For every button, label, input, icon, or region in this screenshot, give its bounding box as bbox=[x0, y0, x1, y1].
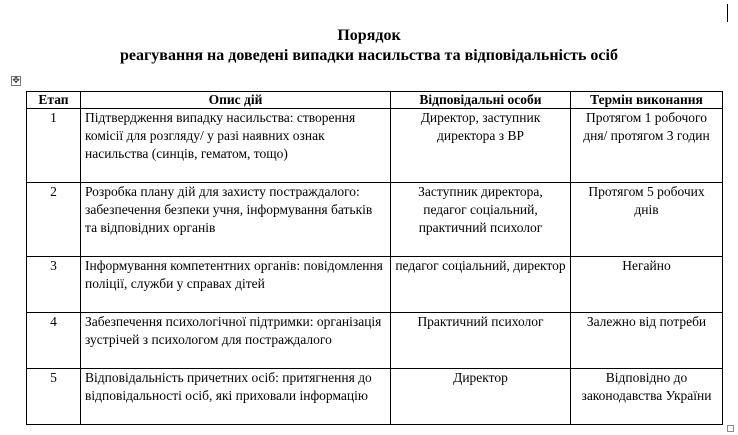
cell-responsible: Директор bbox=[391, 369, 571, 425]
cell-description: Інформування компетентних органів: повідомлення поліції, служби у справах дітей bbox=[81, 257, 391, 313]
table-resize-handle-icon[interactable] bbox=[727, 425, 734, 432]
header-stage: Етап bbox=[27, 92, 81, 109]
table-header-row bbox=[27, 92, 723, 109]
cell-stage: 3 bbox=[27, 257, 81, 313]
cell-stage: 1 bbox=[27, 109, 81, 183]
header-description: Опис дій bbox=[81, 92, 391, 109]
cell-stage: 5 bbox=[27, 369, 81, 425]
table-row bbox=[27, 313, 723, 369]
cell-stage: 4 bbox=[27, 313, 81, 369]
document-title bbox=[0, 26, 738, 66]
cell-description: Відповідальність причетних осіб: притягнення до відповідальності осіб, які приховали інформацію bbox=[81, 369, 391, 425]
table-row bbox=[27, 369, 723, 425]
cell-responsible: педагог соціальний, директор bbox=[391, 257, 571, 313]
table-row bbox=[27, 109, 723, 183]
cell-stage: 2 bbox=[27, 183, 81, 257]
cell-responsible: Заступник директора, педагог соціальний, практичний психолог bbox=[391, 183, 571, 257]
cell-term: Залежно від потреби bbox=[571, 313, 723, 369]
cell-term: Відповідно до законодавства України bbox=[571, 369, 723, 425]
cell-term: Негайно bbox=[571, 257, 723, 313]
cell-responsible: Директор, заступник директора з ВР bbox=[391, 109, 571, 183]
cell-description: Розробка плану дій для захисту постраждалого: забезпечення безпеки учня, інформування батьків та відповідних органів bbox=[81, 183, 391, 257]
header-term: Термін виконання bbox=[571, 92, 723, 109]
cell-description: Забезпечення психологічної підтримки: організація зустрічей з психологом для постраждалого bbox=[81, 313, 391, 369]
table-row bbox=[27, 257, 723, 313]
title-line-2: реагування на доведені випадки насильства та відповідальність осіб bbox=[120, 47, 618, 64]
cell-responsible: Практичний психолог bbox=[391, 313, 571, 369]
text-cursor bbox=[727, 4, 728, 22]
procedure-table bbox=[26, 91, 723, 425]
title-line-1: Порядок bbox=[337, 27, 401, 44]
header-responsible: Відповідальні особи bbox=[391, 92, 571, 109]
table-move-icon[interactable]: ✥ bbox=[12, 76, 20, 86]
cell-term: Протягом 1 робочого дня/ протягом 3 годин bbox=[571, 109, 723, 183]
cell-term: Протягом 5 робочих днів bbox=[571, 183, 723, 257]
table-row bbox=[27, 183, 723, 257]
cell-description: Підтвердження випадку насильства: створення комісії для розгляду/ у разі наявних ознак насильства (синців, гематом, тощо) bbox=[81, 109, 391, 183]
